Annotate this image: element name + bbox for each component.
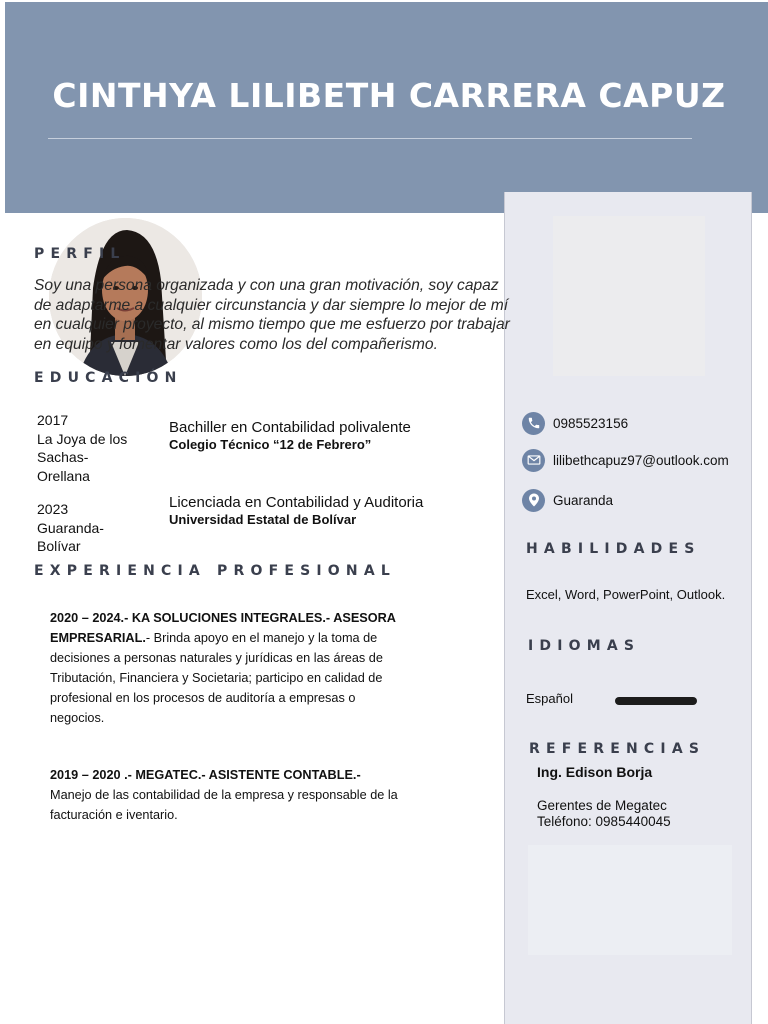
education-place-line: Guaranda-	[37, 519, 104, 536]
section-title-perfil: PERFIL	[34, 246, 126, 262]
section-title-habilidades: HABILIDADES	[526, 541, 701, 557]
education-place-line: Bolívar	[37, 538, 81, 554]
language-name: Español	[526, 691, 573, 706]
education-degree: Licenciada en Contabilidad y Auditoria	[169, 494, 424, 511]
experience-entry-1	[50, 608, 400, 728]
section-title-experiencia: EXPERIENCIA PROFESIONAL	[34, 563, 396, 579]
experience-body: Manejo de las contabilidad de la empresa y responsable de la facturación e iventario.	[50, 788, 398, 822]
education-entry-2-place	[37, 500, 104, 556]
education-year: 2017	[37, 412, 69, 428]
section-title-idiomas: IDIOMAS	[528, 638, 641, 654]
reference-phone: Teléfono: 0985440045	[537, 814, 671, 829]
education-degree: Bachiller en Contabilidad polivalente	[169, 419, 411, 436]
location-pin-icon	[522, 489, 545, 512]
phone-icon	[522, 412, 545, 435]
header-divider	[48, 138, 692, 139]
education-entry-1-place	[37, 411, 127, 485]
language-level-bar	[615, 697, 697, 705]
education-school: Colegio Técnico “12 de Febrero”	[169, 437, 372, 452]
section-title-educacion: EDUCACIÓN	[34, 370, 183, 386]
education-place-line: Orellana	[37, 467, 90, 484]
contact-email[interactable]: lilibethcapuz97@outlook.com	[553, 452, 729, 468]
experience-body: - Brinda apoyo en el manejo y la toma de decisiones a personas naturales y jurídicas en las áreas de Tributación, Financiera y Societaria; participo en calidad de profesional en los procesos de auditoría a empresas o negocios.	[50, 631, 383, 725]
section-title-referencias: REFERENCIAS	[529, 741, 706, 757]
contact-location-row	[522, 488, 613, 512]
education-place-line: Sachas-	[37, 449, 89, 465]
contact-location: Guaranda	[553, 492, 614, 508]
contact-email-row	[522, 448, 729, 472]
reference-role: Gerentes de Megatec	[537, 798, 667, 813]
experience-heading: 2020 – 2024.- KA SOLUCIONES INTEGRALES.- ASESORA EMPRESARIAL.	[50, 611, 396, 645]
reference-blank-box	[528, 845, 732, 955]
candidate-name: CINTHYA LILIBETH CARRERA CAPUZ	[52, 76, 726, 115]
education-year: 2023	[37, 501, 69, 517]
contact-phone[interactable]: 0985523156	[553, 415, 629, 431]
perfil-text: Soy una persona organizada y con una gran motivación, soy capaz de adaptarme a cualquier circunstancia y dar siempre lo mejor de mí en cualquier proyecto, al mismo tiempo que me esfuerzo por trabajar en equipo y fomentar valores como los del compañerismo.	[34, 277, 510, 353]
skills-text: Excel, Word, PowerPoint, Outlook.	[526, 587, 726, 602]
education-place-line: La Joya de los	[37, 430, 128, 447]
photo-background	[553, 216, 705, 376]
experience-heading: 2019 – 2020 .- MEGATEC.- ASISTENTE CONTABLE.-	[50, 768, 361, 782]
experience-entry-2	[50, 765, 400, 825]
contact-phone-row	[522, 411, 628, 435]
email-icon	[522, 449, 545, 472]
reference-name: Ing. Edison Borja	[537, 764, 653, 780]
education-school: Universidad Estatal de Bolívar	[169, 512, 357, 527]
